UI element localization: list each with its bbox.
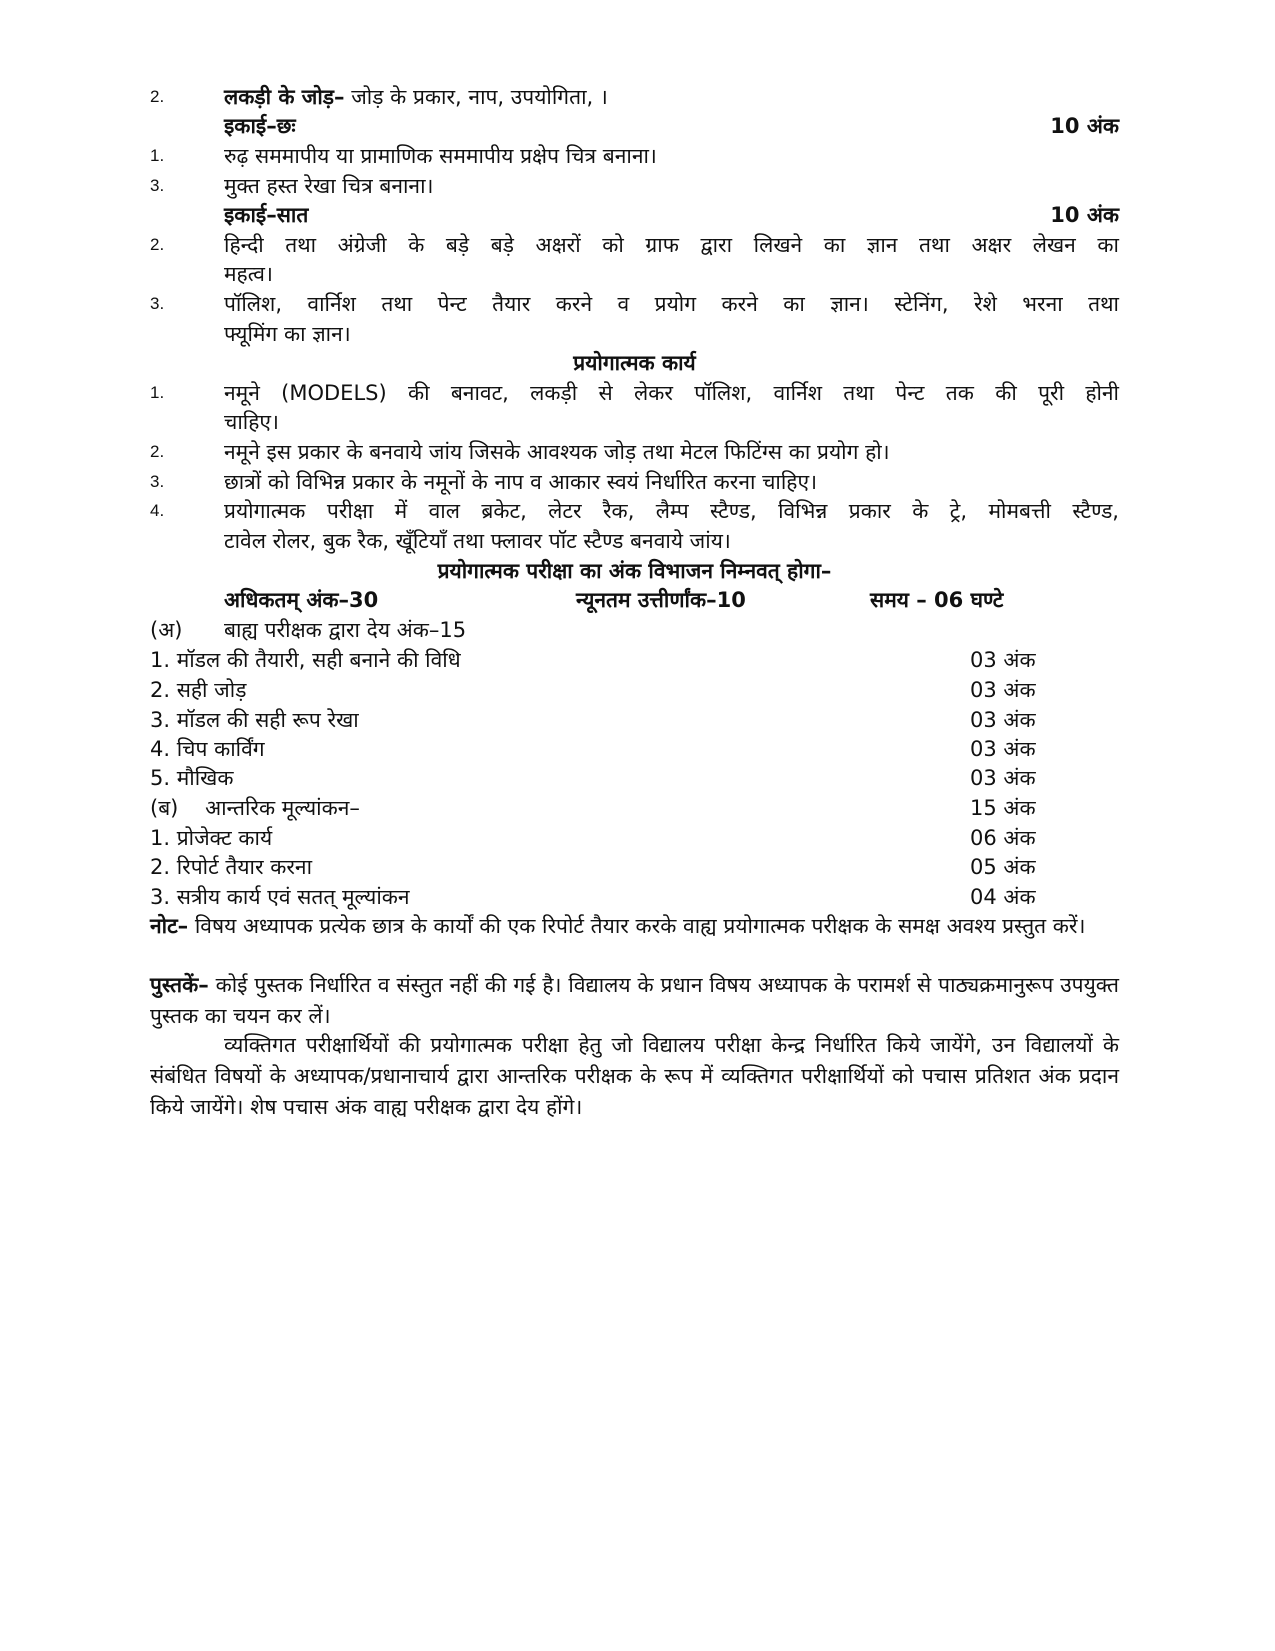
item-number: 3. <box>150 294 165 313</box>
item-text: चाहिए। <box>224 410 279 434</box>
item-number: 3. <box>150 472 165 491</box>
row-marks: 05 अंक <box>970 855 1036 879</box>
item-number: 3. <box>150 176 165 195</box>
item-text: टावेल रोलर, बुक रैक, खूँटियाँ तथा फ्लावर पॉट स्टैण्ड बनवाये जांय। <box>224 529 731 553</box>
external-text: बाह्य परीक्षक द्वारा देय अंक–15 <box>224 618 467 642</box>
item-label: लकड़ी के जोड़– <box>224 85 345 109</box>
private-students-text: व्यक्तिगत परीक्षार्थियों की प्रयोगात्मक परीक्षा हेतु जो विद्यालय परीक्षा केन्द्र निर्धारित किये जायेंगे, उन विद्यालयों के संबंधित विषयों के अध्यापक/प्रधानाचार्य द्वारा आन्तरिक परीक्षक के रूप में व्यक्तिगत परीक्षार्थियों को पचास प्रतिशत अंक प्रदान किये जायेंगे। शेष पचास अंक वाह्य परीक्षक द्वारा देय होंगे। <box>150 1033 1119 1119</box>
books-paragraph <box>150 970 1119 1032</box>
item-number: 2. <box>150 235 165 254</box>
unit-marks: 10 अंक <box>1050 203 1119 227</box>
exam-duration: समय – 06 घण्टे <box>870 588 1004 612</box>
item-text: मुक्त हस्त रेखा चित्र बनाना। <box>224 174 434 198</box>
row-label: 3. सत्रीय कार्य एवं सतत् मूल्यांकन <box>150 885 410 909</box>
unit-marks: 10 अंक <box>1050 114 1119 138</box>
row-marks: 15 अंक <box>970 796 1036 820</box>
row-marks: 03 अंक <box>970 737 1036 761</box>
row-marks: 03 अंक <box>970 766 1036 790</box>
item-number: 1. <box>150 383 165 402</box>
item-number: 1. <box>150 146 165 165</box>
row-marks: 04 अंक <box>970 885 1036 909</box>
row-label: 5. मौखिक <box>150 766 234 790</box>
item-text: जोड़ के प्रकार, नाप, उपयोगिता, । <box>344 85 608 109</box>
note-paragraph <box>150 911 1119 942</box>
item-text: प्रयोगात्मक परीक्षा में वाल ब्रकेट, लेटर रैक, लैम्प स्टैण्ड, विभिन्न प्रकार के ट्रे, मोमबत्ती स्टैण्ड, <box>224 499 1119 523</box>
external-label: (अ) <box>150 618 183 642</box>
note-label: नोट– <box>150 914 189 938</box>
item-text: फ्यूमिंग का ज्ञान। <box>224 322 351 346</box>
row-label: 2. रिपोर्ट तैयार करना <box>150 855 313 879</box>
section-title: प्रयोगात्मक परीक्षा का अंक विभाजन निम्नवत् होगा– <box>437 559 832 583</box>
row-label: 1. प्रोजेक्ट कार्य <box>150 826 273 850</box>
min-pass-marks: न्यूनतम उत्तीर्णांक–10 <box>576 588 746 612</box>
unit-title: इकाई–छः <box>224 114 296 138</box>
item-text: नमूने इस प्रकार के बनवाये जांय जिसके आवश्यक जोड़ तथा मेटल फिटिंग्स का प्रयोग हो। <box>224 440 890 464</box>
section-title: प्रयोगात्मक कार्य <box>573 351 696 375</box>
books-text: कोई पुस्तक निर्धारित व संस्तुत नहीं की गई है। विद्यालय के प्रधान विषय अध्यापक के परामर्श से पाठ्यक्रमानुरूप उपयुक्त पुस्तक का चयन कर लें। <box>150 973 1119 1028</box>
item-text: रुढ़ सममापीय या प्रामाणिक सममापीय प्रक्षेप चित्र बनाना। <box>224 144 657 168</box>
row-marks: 03 अंक <box>970 648 1036 672</box>
max-marks: अधिकतम् अंक–30 <box>224 588 379 612</box>
unit-title: इकाई–सात <box>224 203 309 227</box>
item-text: छात्रों को विभिन्न प्रकार के नमूनों के नाप व आकार स्वयं निर्धारित करना चाहिए। <box>224 470 818 494</box>
item-number: 2. <box>150 87 165 106</box>
row-marks: 03 अंक <box>970 708 1036 732</box>
item-text: नमूने (MODELS) की बनावट, लकड़ी से लेकर पॉलिश, वार्निश तथा पेन्ट तक की पूरी होनी <box>224 381 1119 405</box>
books-label: पुस्तकें– <box>150 973 209 997</box>
row-marks: 03 अंक <box>970 678 1036 702</box>
row-label: 3. मॉडल की सही रूप रेखा <box>150 708 359 732</box>
item-text: हिन्दी तथा अंग्रेजी के बड़े बड़े अक्षरों को ग्राफ द्वारा लिखने का ज्ञान तथा अक्षर लेखन का <box>224 233 1119 257</box>
row-label: 1. मॉडल की तैयारी, सही बनाने की विधि <box>150 648 461 672</box>
private-students-paragraph <box>150 1030 1119 1123</box>
item-text: पॉलिश, वार्निश तथा पेन्ट तैयार करने व प्रयोग करने का ज्ञान। स्टेनिंग, रेशे भरना तथा <box>224 292 1119 316</box>
internal-text: (ब) आन्तरिक मूल्यांकन– <box>150 796 360 820</box>
item-number: 2. <box>150 442 165 461</box>
item-number: 4. <box>150 501 165 520</box>
note-text: विषय अध्यापक प्रत्येक छात्र के कार्यों की एक रिपोर्ट तैयार करके वाह्य प्रयोगात्मक परीक्षक के समक्ष अवश्य प्रस्तुत करें। <box>188 914 1086 938</box>
item-text: महत्व। <box>224 262 273 286</box>
row-label: 4. चिप कार्विंग <box>150 737 265 761</box>
row-label: 2. सही जोड़ <box>150 678 247 702</box>
row-marks: 06 अंक <box>970 826 1036 850</box>
